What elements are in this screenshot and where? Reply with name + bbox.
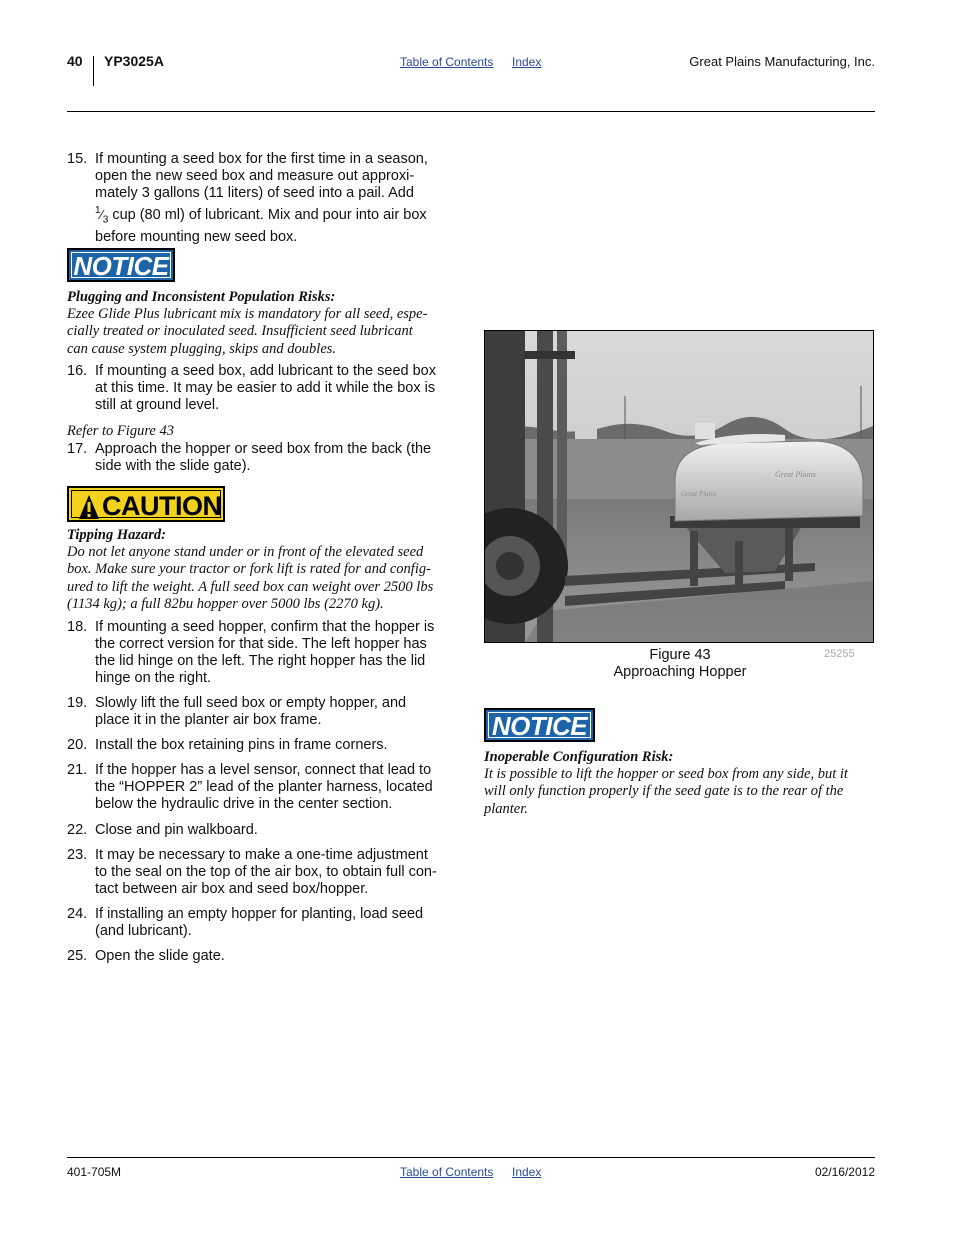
step-number: 19. [67, 695, 88, 711]
step-16 [67, 363, 459, 414]
step-line: Open the slide gate. [95, 948, 225, 964]
caution-line: ured to lift the weight. A full seed box can weight over 2500 lbs [67, 578, 434, 595]
step-line: the correct version for that side. The left hopper has [95, 636, 427, 652]
step-line: at this time. It may be easier to add it while the box is [95, 380, 436, 396]
notice-title: Plugging and Inconsistent Population Risks: [67, 289, 336, 305]
notice-line: Ezee Glide Plus lubricant mix is mandatory for all seed, espe- [67, 306, 428, 322]
step-line: below the hydraulic drive in the center section. [95, 796, 393, 812]
step-18 [67, 619, 459, 687]
step-25 [67, 948, 459, 965]
step-number: 17. [67, 441, 88, 457]
step-20 [67, 737, 459, 754]
step-line: the lid hinge on the left. The right hopper has the lid [95, 653, 426, 669]
caution-badge-label: CAUTION [102, 491, 222, 521]
step-line: side with the slide gate). [95, 458, 251, 474]
step-line: mately 3 gallons (11 liters) of seed into a pail. Add [95, 185, 414, 201]
figure-reference: Refer to Figure 43 [67, 423, 174, 439]
caution-body [67, 544, 459, 614]
step-number: 21. [67, 762, 88, 778]
notice-title: Inoperable Configuration Risk: [484, 749, 674, 765]
notice-badge-label: NOTICE [71, 252, 171, 278]
step-line: tact between air box and seed box/hopper. [95, 881, 369, 897]
figure-title: Approaching Hopper [613, 664, 747, 680]
notice-body [484, 766, 876, 818]
step-line: Close and pin walkboard. [95, 822, 258, 838]
caution-line: box. Make sure your tractor or fork lift is rated for and config- [67, 561, 431, 578]
step-line: still at ground level. [95, 397, 220, 413]
step-22 [67, 822, 459, 839]
step-line: cup (80 ml) of lubricant. Mix and pour into air box [108, 206, 427, 223]
step-line: (and lubricant). [95, 923, 192, 939]
notice-body [67, 306, 459, 358]
step-line: open the new seed box and measure out approxi- [95, 168, 415, 184]
notice-badge [67, 248, 175, 282]
caution-badge-frame [71, 490, 222, 521]
caution-line: (1134 kg); a full 82bu hopper over 5000 lbs (2270 kg). [67, 596, 384, 613]
step-line: before mounting new seed box. [95, 228, 298, 245]
step-line: If mounting a seed box, add lubricant to the seed box [95, 363, 436, 379]
step-23 [67, 847, 459, 898]
step-line: the “HOPPER 2” lead of the planter harness, located [95, 779, 433, 795]
step-number: 15. [67, 151, 88, 167]
notice-badge-label: NOTICE [488, 712, 591, 738]
step-number: 16. [67, 363, 88, 379]
notice-line: It is possible to lift the hopper or seed box from any side, but it [484, 766, 848, 782]
step-line: Install the box retaining pins in frame corners. [95, 737, 388, 753]
caution-line: Do not let anyone stand under or in front of the elevated seed [67, 544, 424, 560]
svg-text:Great Plains: Great Plains [681, 490, 717, 498]
hopper-photo-illustration [485, 331, 873, 642]
header-toc-link[interactable]: Table of Contents [400, 55, 494, 69]
step-21 [67, 762, 459, 813]
step-line: Slowly lift the full seed box or empty hopper, and [95, 695, 407, 711]
footer-index-link[interactable]: Index [512, 1165, 542, 1179]
step-19 [67, 695, 459, 729]
document-number: 401-705M [67, 1165, 122, 1179]
fraction-numerator: 1 [95, 205, 101, 216]
step-line: If mounting a seed box for the first time in a season, [95, 151, 428, 167]
step-number: 23. [67, 847, 88, 863]
step-line: It may be necessary to make a one-time adjustment [95, 847, 428, 863]
step-line: If installing an empty hopper for planting, load seed [95, 906, 424, 922]
caution-title: Tipping Hazard: [67, 527, 166, 543]
step-number: 25. [67, 948, 88, 964]
header-divider [93, 56, 94, 86]
figure-file-number: 25255 [824, 648, 855, 660]
header-rule [67, 111, 875, 112]
publication-date: 02/16/2012 [814, 1165, 875, 1179]
step-line: place it in the planter air box frame. [95, 712, 322, 728]
fraction-denominator: 3 [102, 214, 109, 226]
footer-rule [67, 1157, 875, 1158]
notice-line: cially treated or inoculated seed. Insufficient seed lubricant [67, 323, 413, 340]
notice-line: can cause system plugging, skips and doubles. [67, 340, 337, 357]
header-index-link[interactable]: Index [512, 55, 542, 69]
caution-badge [67, 486, 225, 522]
step-line: hinge on the right. [95, 670, 212, 686]
step-line: If the hopper has a level sensor, connect that lead to [95, 762, 432, 778]
step-line: to the seal on the top of the air box, to obtain full con- [95, 864, 437, 880]
step-17 [67, 441, 459, 475]
footer-toc-link[interactable]: Table of Contents [400, 1165, 494, 1179]
figure-label: Figure 43 [649, 647, 711, 663]
step-24 [67, 906, 459, 940]
model-number: YP3025A [104, 53, 164, 69]
step-number: 24. [67, 906, 88, 922]
warning-triangle-icon [78, 494, 100, 520]
step-number: 20. [67, 737, 88, 753]
step-number: 18. [67, 619, 88, 635]
step-line: If mounting a seed hopper, confirm that the hopper is [95, 619, 435, 635]
notice-line: will only function properly if the seed gate is to the rear of the [484, 783, 844, 800]
notice-badge [484, 708, 595, 742]
step-line-fraction: $^1⁄_3$ cup (80 ml) of lubricant. Mix and pour into air box [95, 205, 427, 226]
figure-photo [484, 330, 874, 643]
svg-text:Great Plains: Great Plains [775, 470, 816, 479]
step-number: 22. [67, 822, 88, 838]
step-line: Approach the hopper or seed box from the back (the [95, 441, 432, 457]
step-15 [67, 151, 459, 246]
page-number: 40 [67, 53, 83, 69]
company-name: Great Plains Manufacturing, Inc. [689, 54, 875, 69]
notice-line: planter. [484, 800, 528, 817]
